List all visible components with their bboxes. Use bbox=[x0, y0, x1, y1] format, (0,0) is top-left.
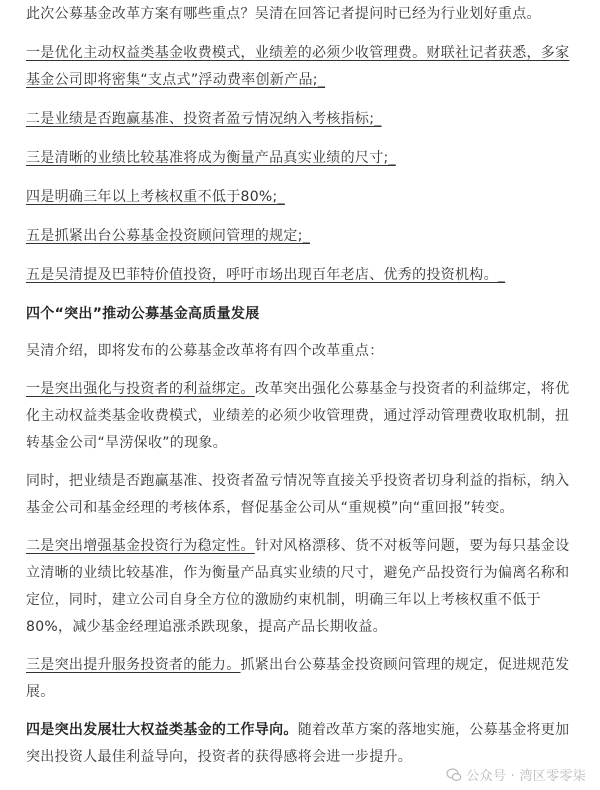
section-body bbox=[26, 338, 582, 771]
watermark bbox=[444, 765, 588, 784]
wechat-icon bbox=[446, 767, 462, 783]
reform-point-2-paragraph bbox=[26, 533, 582, 641]
reform-point-4-title: 四是突出发展壮大权益类基金的工作导向。 bbox=[26, 722, 298, 738]
reform-point-2-title: 二是突出增强基金投资行为稳定性。 bbox=[26, 538, 255, 554]
reform-point-4-text: 随着改革方案的落地实施，公募基金将更加突出投资人最佳利益导向，投资者的获得感将会进一步提升。 bbox=[26, 722, 570, 765]
reform-point-2-text: 针对风格漂移、货不对板等问题，要为每只基金设立清晰的业绩比较基准，作为衡量产品真实业绩的尺寸，避免产品投资行为偏离名称和定位，同时，建立公司自身全方位的激励约束机制，明确三年以上考核权重不低于80%，减少基金经理追涨杀跌现象，提高产品长期收益。 bbox=[26, 538, 570, 635]
lead-paragraph: 吴清介绍，即将发布的公募基金改革将有四个改革重点： bbox=[26, 343, 384, 359]
performance-paragraph: 同时，把业绩是否跑赢基准、投资者盈亏情况等直接关乎投资者切身利益的指标，纳入基金公司和基金经理的考核体系，督促基金公司从“重规模”向“重回报”转变。 bbox=[26, 473, 570, 516]
reform-point-4-paragraph bbox=[26, 717, 582, 771]
key-point-5: 五是抓紧出台公募基金投资顾问管理的规定;_ bbox=[26, 228, 311, 244]
article-body bbox=[26, 0, 582, 771]
reform-point-1-title: 一是突出强化与投资者的利益绑定。 bbox=[26, 381, 255, 397]
key-points-list bbox=[26, 40, 582, 289]
reform-point-1-paragraph bbox=[26, 376, 582, 457]
reform-point-3-text: 抓紧出台公募基金投资顾问管理的规定，促进规范发展。 bbox=[26, 657, 570, 700]
reform-point-3-paragraph bbox=[26, 652, 582, 706]
key-point-6: 五是吴清提及巴菲特价值投资，呼吁市场出现百年老店、优秀的投资机构。_ bbox=[26, 267, 506, 283]
key-point-3: 三是清晰的业绩比较基准将成为衡量产品真实业绩的尺寸;_ bbox=[26, 150, 396, 166]
key-point-4: 四是明确三年以上考核权重不低于80%;_ bbox=[26, 189, 285, 205]
key-point-1: 一是优化主动权益类基金收费模式，业绩差的必须少收管理费。财联社记者获悉，多家基金公司即将密集“支点式”浮动费率创新产品;_ bbox=[26, 45, 570, 88]
intro-paragraph: 此次公募基金改革方案有哪些重点？吴清在回答记者提问时已经为行业划好重点。 bbox=[26, 6, 541, 22]
watermark-text: 公众号 · 湾区零零柒 bbox=[466, 769, 586, 784]
reform-point-1-text: 改革突出强化公募基金与投资者的利益绑定，将优化主动权益类基金收费模式，业绩差的必须少收管理费，通过浮动管理费收取机制，扭转基金公司“旱涝保收”的现象。 bbox=[26, 381, 570, 451]
key-point-2: 二是业绩是否跑赢基准、投资者盈亏情况纳入考核指标;_ bbox=[26, 111, 382, 127]
section-heading: 四个“突出”推动公募基金高质量发展 bbox=[26, 306, 260, 322]
reform-point-3-title: 三是突出提升服务投资者的能力。 bbox=[26, 657, 241, 673]
